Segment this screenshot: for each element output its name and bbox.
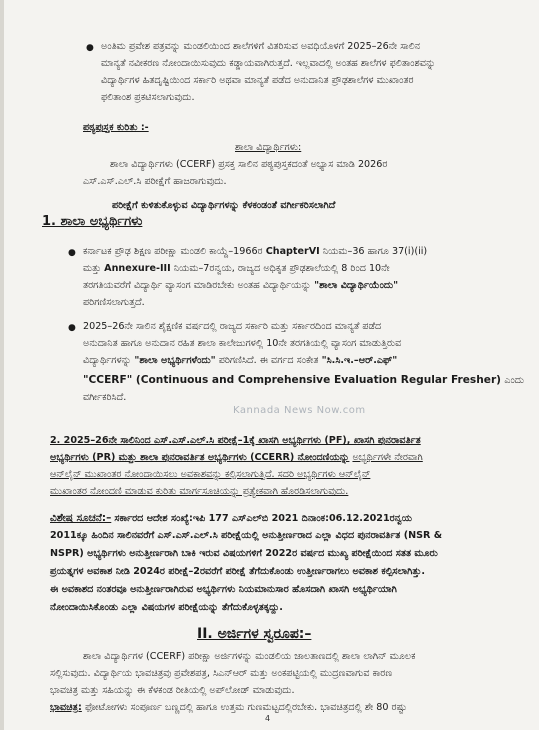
- text-span: ಅಭ್ಯರ್ಥಿಗಳೇ ನೇರವಾಗಿ: [352, 452, 423, 463]
- section-ii-line1: ಶಾಲಾ ವಿದ್ಯಾರ್ಥಿಗಳ (CCERF) ಪರೀಕ್ಷಾ ಅರ್ಜಿಗಳನ್ನು ಮಂಡಲಿಯ ಜಾಲತಾಣದಲ್ಲಿ ಶಾಲಾ ಲಾಗಿನ್ ಮೂಲಕ: [83, 651, 416, 662]
- syllabus-heading: ಪಠ್ಯಪುಸ್ತಕ ಕುರಿತು :-: [83, 122, 149, 133]
- section1-b2-line3: [83, 355, 513, 367]
- syllabus-subheading: ಶಾಲಾ ವಿದ್ಯಾರ್ಥಿಗಳು:: [235, 142, 302, 153]
- annexure-ref: Annexure-III: [104, 263, 171, 274]
- text-span: ಪರಿಗಣಿಸಿದೆ. ಈ ವರ್ಗದ ಸಂಕೇತ: [218, 355, 319, 366]
- para1-line3: ವಿದ್ಯಾರ್ಥಿಗಳ ಹಿತದೃಷ್ಟಿಯಿಂದ ಸರ್ಕಾರಿ ಅಥವಾ ಮಾನ್ಯತೆ ಪಡೆದ ಅನುದಾನಿತ ಪ್ರೌಢಶಾಲೆಗಳ ಮುಖಾಂತರ: [101, 75, 414, 86]
- photo-label: ಭಾವಚಿತ್ರ:: [50, 702, 82, 713]
- ccerf-definition: "CCERF" (Continuous and Comprehensive Evaluation Regular Fresher): [83, 374, 502, 386]
- bullet-icon: ●: [86, 43, 94, 53]
- section1-b1-line4: ಪರಿಗಣಿಸಲಾಗುತ್ತದೆ.: [83, 297, 145, 308]
- chapter-ref: ChapterVI: [265, 246, 320, 257]
- section2-line3: ಆನ್‌ಲೈನ್ ಮುಖಾಂತರ ನೋಂದಾಯಿಸಲು ಅವಕಾಶವನ್ನು ಕಲ್ಪಿಸಲಾಗುತ್ತಿದೆ. ಸದರಿ ಅಭ್ಯರ್ಥಿಗಳು ಆನ್‌ಲೈನ್: [50, 469, 371, 480]
- special-note-line2: 2011ಕ್ಕೂ ಹಿಂದಿನ ಸಾಲಿನವರೆಗೆ ಎಸ್.ಎಸ್.ಎಲ್.ಸಿ ಪರೀಕ್ಷೆಯಲ್ಲಿ ಅನುತ್ತೀರ್ಣರಾದ ಎಲ್ಲಾ ವಿಧದ ಪುನರಾವರ್ತಿತ (NSR &: [50, 530, 443, 541]
- text-span: ವಿದ್ಯಾರ್ಥಿಗಳನ್ನು: [83, 355, 132, 366]
- special-note-line3: NSPR) ಅಭ್ಯರ್ಥಿಗಳು ಅನುತ್ತೀರ್ಣರಾಗಿ ಬಾಕಿ ಇರುವ ವಿಷಯಗಳಿಗೆ 2022ರ ವರ್ಷದ ಮುಖ್ಯ ಪರೀಕ್ಷೆಯಿಂದ ಸತತ ಮೂರು: [50, 548, 438, 559]
- text-span: ನಿಯಮ–36 ಹಾಗೂ 37(i)(ii): [322, 246, 428, 257]
- category-code: "ಸಿ.ಸಿ.ಇ.–ಆರ್.ಎಫ್": [321, 355, 398, 366]
- section1-b2-line4: [83, 374, 525, 387]
- section1-b2-line1: 2025–26ನೇ ಸಾಲಿನ ಶೈಕ್ಷಣಿಕ ವರ್ಷದಲ್ಲಿ ರಾಜ್ಯದ ಸರ್ಕಾರಿ ಮತ್ತು ಸರ್ಕಾರದಿಂದ ಮಾನ್ಯತೆ ಪಡೆದ: [83, 321, 382, 332]
- text-span: ಅಭ್ಯರ್ಥಿಗಳು (PR) ಮತ್ತು ಶಾಲಾ ಪುನರಾವರ್ತಿತ ಅಭ್ಯರ್ಥಿಗಳು (CCERR) ನೋಂದಣಿಯನ್ನು: [50, 452, 350, 463]
- bullet-icon: ●: [68, 323, 76, 333]
- bullet-icon: ●: [68, 248, 76, 258]
- syllabus-line2: ಎಸ್.ಎಸ್.ಎಲ್.ಸಿ ಪರೀಕ್ಷೆಗೆ ಹಾಜರಾಗುವುದು.: [83, 176, 227, 187]
- section-ii-line2: ಸಲ್ಲಿಸುವುದು. ವಿದ್ಯಾರ್ಥಿಯ ಭಾವಚಿತ್ರವು ಪ್ರವೇಶಪತ್ರ, ಸಿಎನ್‌ಆರ್ ಮತ್ತು ಅಂಕಪಟ್ಟಿಯಲ್ಲಿ ಮುದ್ರಣವಾಗುವ ಕಾರಣ: [50, 668, 393, 679]
- special-note-label: ವಿಶೇಷ ಸೂಚನೆ:–: [50, 512, 112, 524]
- para1-line4: ಫಲಿತಾಂಶ ಪ್ರಕಟಿಸಲಾಗುವುದು.: [101, 92, 195, 103]
- section1-b1-line2: [83, 263, 513, 275]
- text-span: ನಿಯಮ–7ರನ್ವಯ, ರಾಜ್ಯದ ಅಧಿಕೃತ ಪ್ರೌಢಶಾಲೆಯಲ್ಲಿ 8 ರಿಂದ 10ನೇ: [173, 263, 390, 274]
- section2-line2: [50, 452, 513, 464]
- special-note-line6: ನೋಂದಾಯಿಸಿಕೊಂಡು ಎಲ್ಲಾ ವಿಷಯಗಳ ಪರೀಕ್ಷೆಯನ್ನು ತೆಗೆದುಕೊಳ್ಳತಕ್ಕದ್ದು.: [50, 602, 283, 613]
- scan-edge: [0, 0, 4, 730]
- special-note-line1: [50, 512, 513, 525]
- text-span: ಕರ್ನಾಟಕ ಪ್ರೌಢ ಶಿಕ್ಷಣ ಪರೀಕ್ಷಾ ಮಂಡಲಿ ಕಾಯ್ದೆ–1966ರ: [83, 246, 263, 257]
- section1-title: 1. ಶಾಲಾ ಅಭ್ಯರ್ಥಿಗಳು: [42, 214, 143, 229]
- section1-b1-line3: [83, 280, 513, 292]
- special-note-line5: ಈ ಅವಕಾಶದ ನಂತರವೂ ಅನುತ್ತೀರ್ಣರಾಗಿರುವ ಅಭ್ಯರ್ಥಿಗಳು ನಿಯಮಾನುಸಾರ ಹೊಸದಾಗಿ ಖಾಸಗಿ ಅಭ್ಯರ್ಥಿಯಾಗಿ: [50, 584, 397, 595]
- school-student-term: "ಶಾಲಾ ವಿದ್ಯಾರ್ಥಿಯೆಂದು": [314, 280, 399, 291]
- text-span: ಸರ್ಕಾರದ ಆದೇಶ ಸಂಖ್ಯೆ:ಇಪಿ 177 ಎಸ್‌ಎಲ್‌ಬಿ 2021 ದಿನಾಂಕ:06.12.2021ರನ್ವಯ: [114, 513, 413, 524]
- section2-line1: 2. 2025–26ನೇ ಸಾಲಿನಿಂದ ಎಸ್.ಎಸ್.ಎಲ್.ಸಿ ಪರೀಕ್ಷೆ–1ಕ್ಕೆ ಖಾಸಗಿ ಅಭ್ಯರ್ಥಿಗಳು (PF), ಖಾಸಗಿ ಪುನರಾವರ್ತಿತ: [50, 435, 421, 446]
- section1-b2-line5: ವರ್ಗೀಕರಿಸಿದೆ.: [83, 392, 127, 403]
- text-span: ಮತ್ತು: [83, 263, 102, 274]
- classification-heading: ಪರೀಕ್ಷೆಗೆ ಕುಳಿತುಕೊಳ್ಳುವ ವಿದ್ಯಾರ್ಥಿಗಳನ್ನು ಕೆಳಕಂಡಂತೆ ವರ್ಗೀಕರಿಸಲಾಗಿದೆ: [112, 200, 336, 211]
- section-ii-line4: [50, 702, 513, 714]
- page-number: 4: [265, 714, 271, 723]
- section1-b2-line2: ಅನುದಾನಿತ ಹಾಗೂ ಅನುದಾನ ರಹಿತ ಶಾಲಾ ಕಾಲೇಜುಗಳಲ್ಲಿ 10ನೇ ತರಗತಿಯಲ್ಲಿ ವ್ಯಾಸಂಗ ಮಾಡುತ್ತಿರುವ: [83, 338, 402, 349]
- syllabus-line1: ಶಾಲಾ ವಿದ್ಯಾರ್ಥಿಗಳು (CCERF) ಪ್ರಸಕ್ತ ಸಾಲಿನ ಪಠ್ಯಪುಸ್ತಕದಂತೆ ಅಭ್ಯಾಸ ಮಾಡಿ 2026ರ: [110, 159, 388, 170]
- school-candidate-term: "ಶಾಲಾ ಅಭ್ಯರ್ಥಿಗಳೆಂದು": [134, 355, 216, 366]
- section2-line4: ಮುಖಾಂತರ ನೋಂದಣಿ ಮಾಡುವ ಕುರಿತು ಮಾರ್ಗಸೂಚಿಯನ್ನು ಪ್ರತ್ಯೇಕವಾಗಿ ಹೊರಡಿಸಲಾಗುವುದು.: [50, 486, 349, 497]
- text-span: ಎಂದು: [504, 375, 525, 386]
- section2-title: II. ಅರ್ಜಿಗಳ ಸ್ವರೂಪ:–: [197, 626, 312, 642]
- para1-line2: ಮಾನ್ಯತೆ ನವೀಕರಣ ನೋಂದಾಯಿಸುವುದು ಕಡ್ಡಾಯವಾಗಿರುತ್ತದೆ. ಇಲ್ಲವಾದಲ್ಲಿ ಅಂತಹ ಶಾಲೆಗಳ ಫಲಿತಾಂಶವನ್ನು: [101, 58, 436, 69]
- text-span: ಫೋಟೋಗಳು ಸಂಪೂರ್ಣ ಬಣ್ಣದಲ್ಲಿ ಹಾಗೂ ಉತ್ತಮ ಗುಣಮಟ್ಟದಲ್ಲಿರಬೇಕು. ಭಾವಚಿತ್ರದಲ್ಲಿ ಶೇ 80 ರಷ್ಟು: [84, 702, 407, 713]
- special-note-line4: ಪ್ರಯತ್ನಗಳ ಅವಕಾಶ ನೀಡಿ 2024ರ ಪರೀಕ್ಷೆ–2ರವರೆಗೆ ಪರೀಕ್ಷೆ ತೆಗೆದುಕೊಂಡು ಉತ್ತೀರ್ಣರಾಗಲು ಅವಕಾಶ ಕಲ್ಪಿಸಲಾಗಿತ್ತು.: [50, 566, 426, 577]
- text-span: ತರಗತಿಯವರೆಗೆ ವಿದ್ಯಾರ್ಥಿ ವ್ಯಾಸಂಗ ಮಾಡಿರಬೇಕು ಅಂತಹ ವಿದ್ಯಾರ್ಥಿಯನ್ನು: [83, 280, 312, 291]
- watermark-text: Kannada News Now.com: [233, 405, 366, 416]
- section1-b1-line1: [83, 246, 513, 258]
- section-ii-line3: ಭಾವಚಿತ್ರ ಮತ್ತು ಸಹಿಯನ್ನು ಈ ಕೆಳಕಂಡ ರೀತಿಯಲ್ಲಿ ಅಪ್‌ಲೋಡ್ ಮಾಡುವುದು.: [50, 685, 295, 696]
- para1-line1: ಅಂತಿಮ ಪ್ರವೇಶ ಪತ್ರವನ್ನು ಮಂಡಲಿಯಿಂದ ಶಾಲೆಗಳಿಗೆ ವಿತರಿಸುವ ಅವಧಿಯೊಳಗೆ 2025–26ನೇ ಸಾಲಿನ: [101, 41, 421, 52]
